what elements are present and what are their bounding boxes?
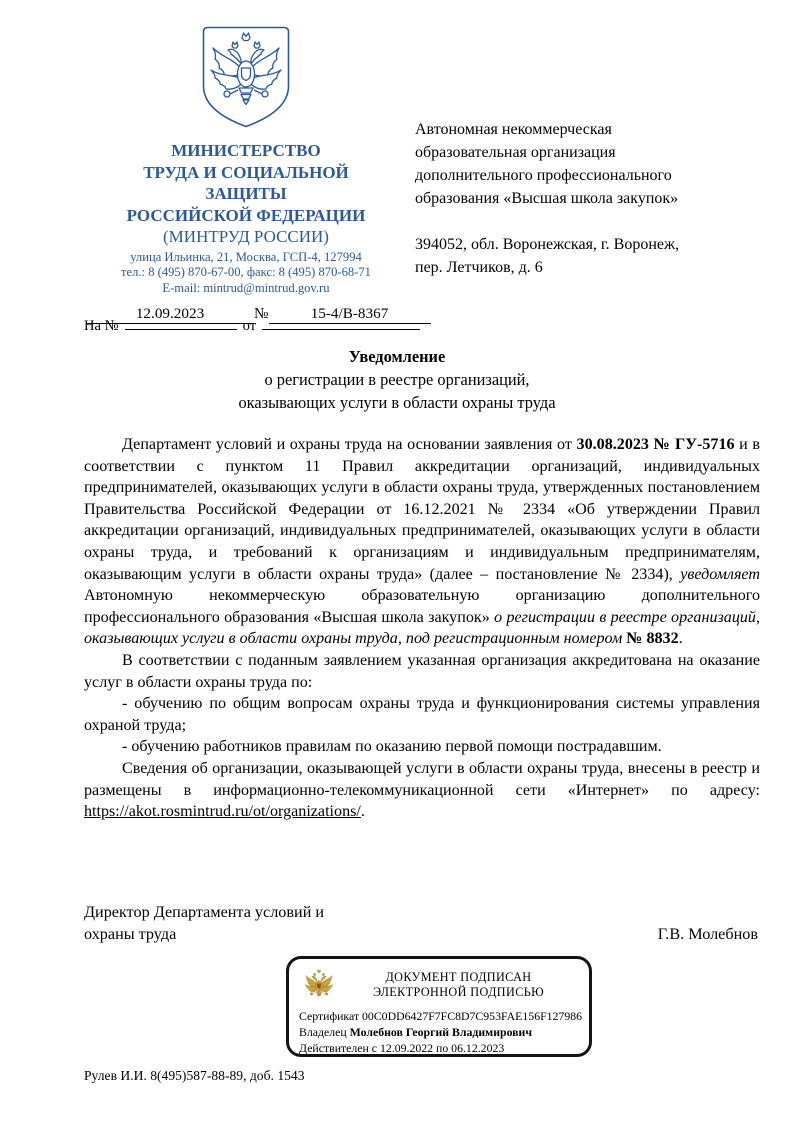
stamp-header bbox=[299, 965, 578, 1006]
title-subtitle bbox=[0, 368, 794, 414]
body-paragraph bbox=[84, 758, 760, 823]
ministry-address: улица Ильинка, 21, Москва, ГСП-4, 127994 bbox=[130, 250, 362, 264]
ministry-name-line: ЗАЩИТЫ bbox=[205, 184, 287, 203]
outgoing-number: 15-4/В-8367 bbox=[269, 305, 431, 324]
ministry-header bbox=[86, 24, 406, 324]
stamp-details bbox=[299, 1009, 583, 1056]
incoming-date-blank bbox=[262, 316, 420, 330]
russia-coat-of-arms-icon bbox=[196, 24, 296, 130]
recipient-address-line: пер. Летчиков, д. 6 bbox=[415, 259, 543, 276]
recipient-address-line: 394052, обл. Воронежская, г. Воронеж, bbox=[415, 236, 680, 253]
stamp-title-line: ЭЛЕКТРОННОЙ ПОДПИСЬЮ bbox=[372, 985, 545, 999]
text-run: Департамент условий и охраны труда на основании заявления от bbox=[122, 436, 577, 453]
ministry-name-line: МИНИСТЕРСТВО bbox=[171, 141, 321, 160]
signer-position-line: охраны труда bbox=[84, 925, 177, 943]
incoming-reference-line bbox=[84, 316, 420, 335]
text-run: В соответствии с поданным заявлением указанная организация аккредитована на оказание услуг в области охраны труда по: bbox=[84, 651, 760, 691]
certificate-label: Сертификат bbox=[299, 1009, 360, 1023]
signature-block bbox=[84, 901, 758, 945]
recipient-block bbox=[415, 118, 750, 279]
text-run: уведомляет bbox=[680, 565, 760, 583]
incoming-number-blank bbox=[125, 316, 237, 330]
text-run: № 8832 bbox=[626, 630, 679, 648]
e-signature-stamp bbox=[286, 956, 592, 1057]
signer-position bbox=[84, 901, 324, 945]
recipient-name-line: Автономная некоммерческая bbox=[415, 121, 612, 138]
executor-footer: Рулев И.И. 8(495)587-88-89, доб. 1543 bbox=[84, 1068, 305, 1083]
title-heading: Уведомление bbox=[348, 347, 446, 366]
text-run: Автономную некоммерческую образовательную организацию дополнительного профессионального образования «Высшая школа закупок» bbox=[84, 587, 760, 626]
body-paragraph bbox=[84, 693, 760, 736]
stamp-title bbox=[339, 965, 578, 1000]
ministry-name-line: РОССИЙСКОЙ ФЕДЕРАЦИИ bbox=[126, 205, 366, 225]
stamp-certificate-line bbox=[299, 1009, 583, 1025]
ministry-short-name: (МИНТРУД РОССИИ) bbox=[163, 227, 329, 246]
text-run: 30.08.2023 № ГУ-5716 bbox=[576, 436, 735, 453]
recipient-name-line: дополнительного профессионального bbox=[415, 167, 672, 184]
signer-position-line: Директор Департамента условий и bbox=[84, 903, 325, 921]
na-label: На № bbox=[84, 318, 119, 334]
signer-name: Г.В. Молебнов bbox=[657, 925, 758, 943]
text-run: . bbox=[360, 803, 365, 821]
title-subtitle-line: о регистрации в реестре организаций, bbox=[264, 370, 530, 389]
ministry-email: E-mail: mintrud@mintrud.gov.ru bbox=[162, 280, 330, 295]
registry-url-link[interactable]: https://akot.rosmintrud.ru/ot/organizations/ bbox=[84, 803, 361, 821]
stamp-coat-of-arms-icon bbox=[299, 966, 339, 1006]
ministry-name-line: ТРУДА И СОЦИАЛЬНОЙ bbox=[143, 162, 349, 182]
stamp-owner-line bbox=[299, 1025, 578, 1041]
text-run: . bbox=[678, 630, 683, 648]
recipient-name-line: образования «Высшая школа закупок» bbox=[415, 190, 679, 207]
recipient-name-line: образовательная организация bbox=[415, 144, 616, 161]
text-run: - обучению работников правилам по оказанию первой помощи пострадавшим. bbox=[122, 738, 662, 756]
text-run: и в соответствии с пунктом 11 Правил аккредитации организаций, индивидуальных предпринимателей, оказывающих услуги в области охраны труда, утвержденных постановлением Правительства Российской Федерации от 16.12.2021 № 2334 «Об утверждении Правил аккредитации организаций, индивидуальных предпринимателей, оказывающих услуги в области охраны труда, и требований к организациям и индивидуальным предпринимателям, оказывающим услуги в области охраны труда» (далее – постановление № 2334), bbox=[84, 436, 760, 583]
body-paragraph bbox=[84, 736, 760, 758]
ot-label: от bbox=[242, 318, 257, 334]
letter-body bbox=[84, 434, 760, 823]
certificate-value: 00C0DD6427F7FC8D7C953FAE156F127986 bbox=[362, 1009, 583, 1023]
stamp-validity-line: Действителен с 12.09.2022 по 06.12.2023 bbox=[299, 1040, 505, 1055]
outgoing-date: 12.09.2023 bbox=[86, 305, 254, 324]
owner-label: Владелец bbox=[299, 1024, 347, 1039]
text-run: - обучению по общим вопросам охраны труда и функционирования системы управления охраной труда; bbox=[84, 695, 760, 734]
stamp-title-line: ДОКУМЕНТ ПОДПИСАН bbox=[385, 970, 532, 984]
owner-name: Молебнов Георгий Владимирович bbox=[349, 1024, 532, 1039]
body-paragraph bbox=[84, 650, 760, 693]
body-paragraph bbox=[84, 434, 760, 650]
ministry-contacts bbox=[86, 250, 406, 296]
recipient-address bbox=[415, 233, 750, 279]
ministry-phone-fax: тел.: 8 (495) 870-67-00, факс: 8 (495) 870-68-71 bbox=[121, 265, 371, 280]
number-sign: № bbox=[254, 304, 269, 322]
title-subtitle-line: оказывающих услуги в области охраны труда bbox=[238, 393, 556, 412]
document-title bbox=[0, 345, 794, 414]
ministry-name bbox=[86, 140, 406, 226]
recipient-name bbox=[415, 118, 750, 210]
text-run: о регистрации в реестре организаций, оказывающих услуги в области охраны труда, под регистрационным номером bbox=[84, 608, 760, 648]
text-run: Сведения об организации, оказывающей услуги в области охраны труда, внесены в реестр и размещены в информационно-телекоммуникационной сети «Интернет» по адресу: bbox=[84, 759, 760, 799]
